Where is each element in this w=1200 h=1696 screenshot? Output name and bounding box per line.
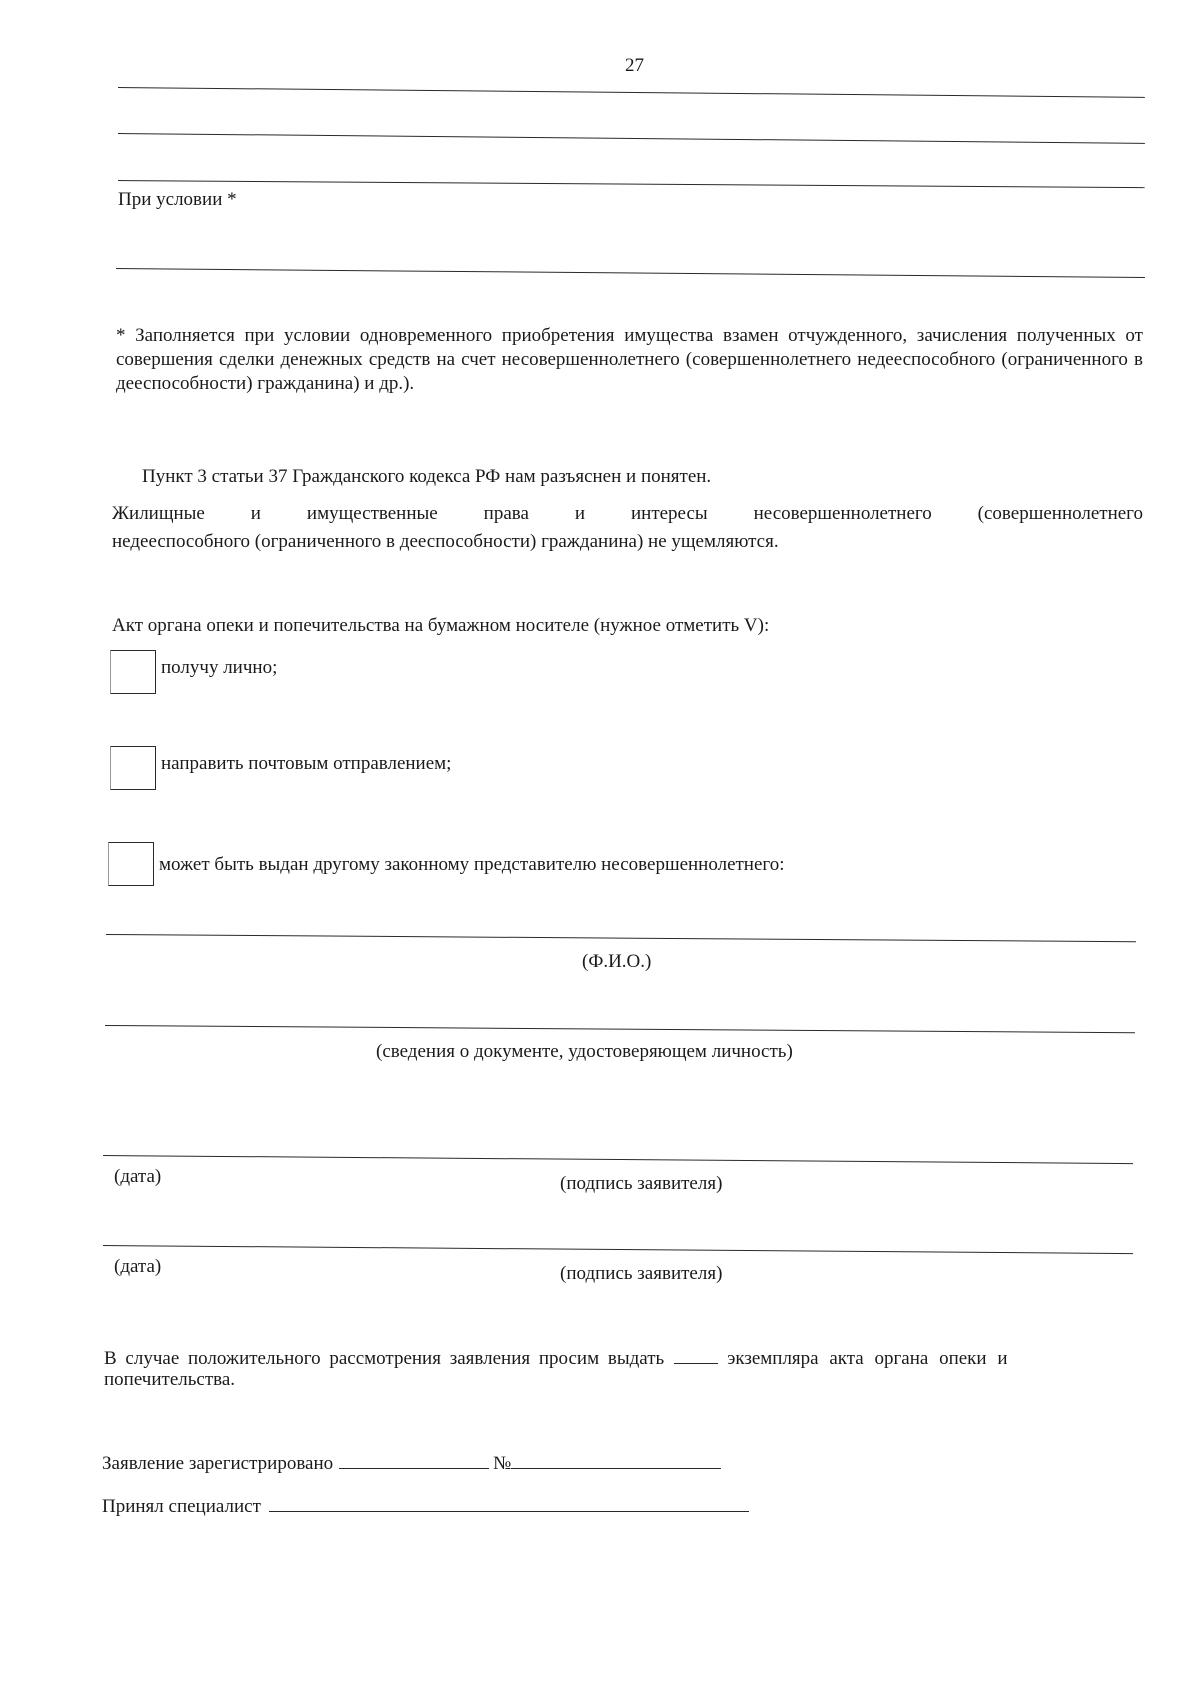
blank-line[interactable] xyxy=(118,180,1145,188)
checkbox-other-representative[interactable] xyxy=(108,842,154,886)
checkbox-send-by-mail[interactable] xyxy=(110,746,156,790)
identity-document-caption: (сведения о документе, удостоверяющем личность) xyxy=(376,1041,793,1062)
specialist-row xyxy=(102,1493,749,1519)
blank-line[interactable] xyxy=(118,87,1145,98)
identity-document-blank-line[interactable] xyxy=(105,1025,1135,1033)
copies-text-after: экземпляра акта органа опеки и xyxy=(727,1348,1008,1369)
specialist-label: Принял специалист xyxy=(102,1496,261,1517)
copies-request-line1 xyxy=(104,1345,1133,1371)
condition-blank-line[interactable] xyxy=(116,268,1145,278)
option-other-representative-label: может быть выдан другому законному представителю несовершеннолетнего: xyxy=(159,854,785,875)
copies-text-before: В случае положительного рассмотрения заявления просим выдать xyxy=(104,1348,665,1369)
option-receive-personally-label: получу лично; xyxy=(161,657,278,678)
fio-caption: (Ф.И.О.) xyxy=(582,951,652,972)
specialist-blank[interactable] xyxy=(269,1493,749,1512)
signature-line-1[interactable] xyxy=(103,1155,1133,1164)
copies-count-blank[interactable] xyxy=(674,1345,718,1364)
registration-number-blank[interactable] xyxy=(511,1450,721,1469)
fio-blank-line[interactable] xyxy=(106,934,1136,942)
date-label-2: (дата) xyxy=(114,1256,162,1277)
registration-row xyxy=(102,1450,721,1476)
rights-statement-line1: Жилищные и имущественные права и интересы несовершеннолетнего (совершеннолетнего xyxy=(112,503,1143,524)
condition-footnote: * Заполняется при условии одновременного приобретения имущества взамен отчужденного, зачисления полученных от совершения сделки денежных средств на счет несовершеннолетнего (совершеннолетнего недееспособного (ограниченного в дееспособности) гражданина) и др.). xyxy=(116,325,1143,394)
rights-statement-line2: недееспособного (ограниченного в дееспособности) гражданина) не ущемляются. xyxy=(112,531,779,552)
page-number: 27 xyxy=(625,55,644,76)
date-label-1: (дата) xyxy=(114,1166,162,1187)
blank-line[interactable] xyxy=(118,133,1145,144)
registration-date-blank[interactable] xyxy=(339,1450,489,1469)
signature-label-2: (подпись заявителя) xyxy=(560,1263,723,1284)
checkbox-receive-personally[interactable] xyxy=(110,650,156,694)
civil-code-clause: Пункт 3 статьи 37 Гражданского кодекса РФ нам разъяснен и понятен. xyxy=(142,466,712,487)
copies-request-line2: попечительства. xyxy=(104,1369,236,1390)
registered-label: Заявление зарегистрировано xyxy=(102,1453,334,1474)
option-send-by-mail-label: направить почтовым отправлением; xyxy=(161,753,452,774)
signature-label-1: (подпись заявителя) xyxy=(560,1173,723,1194)
delivery-heading: Акт органа опеки и попечительства на бумажном носителе (нужное отметить V): xyxy=(112,615,770,636)
number-sign: № xyxy=(493,1453,512,1474)
condition-label: При условии * xyxy=(118,189,237,210)
signature-line-2[interactable] xyxy=(103,1245,1133,1254)
